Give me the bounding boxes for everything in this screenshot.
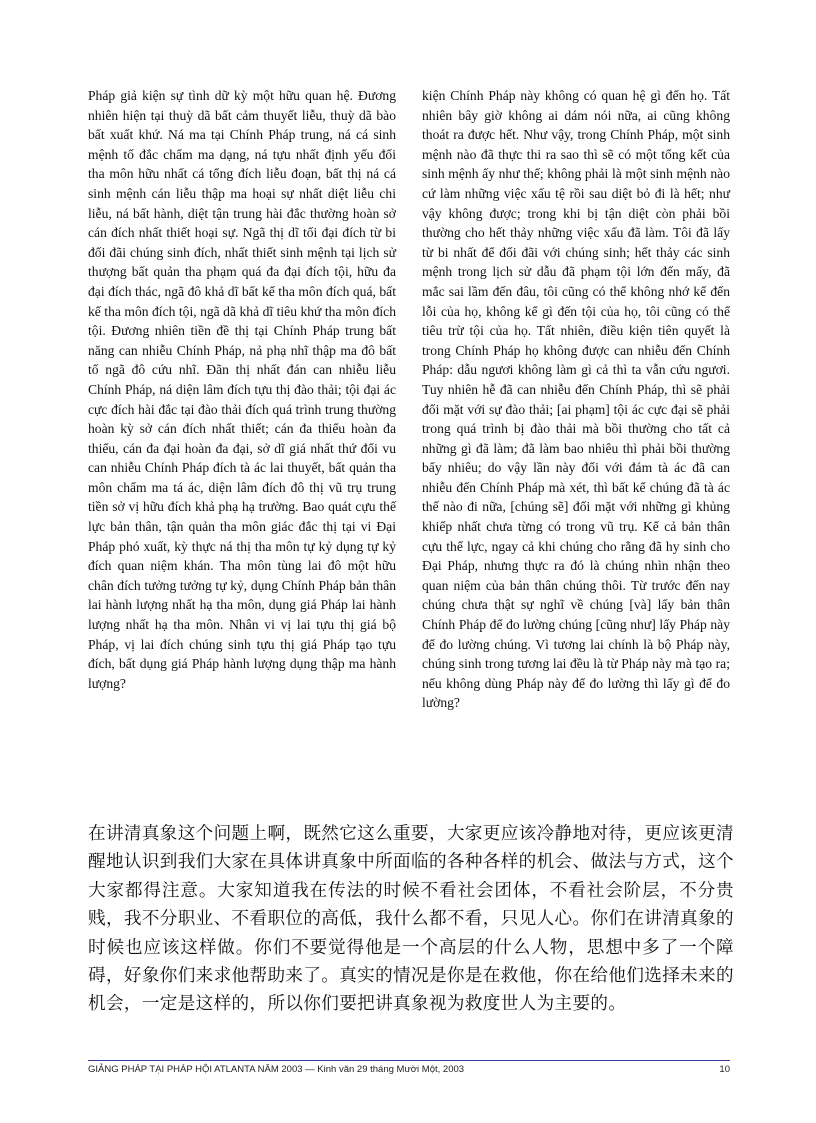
footer-divider	[88, 1060, 730, 1061]
page-footer	[88, 1064, 730, 1075]
page-number: 10	[719, 1064, 730, 1075]
footer-title: GIẢNG PHÁP TẠI PHÁP HỘI ATLANTA NĂM 2003 — Kinh văn 29 tháng Mười Một, 2003	[88, 1064, 465, 1075]
right-column-text: kiện Chính Pháp này không có quan hệ gì đến họ. Tất nhiên bây giờ không ai dám nói nữa, ai cũng không thoát ra được hết. Như vậy, trong Chính Pháp, một sinh mệnh nào đã thực thi ra sao thì sẽ có một tổng kết của sinh mệnh ấy như thế; không phải là một sinh mệnh nào cứ làm những việc xấu tệ rồi sau diệt bỏ đi là hết; như vậy không được; trong khi bị tận diệt còn phải bồi thường cho hết thảy những việc xấu đã làm. Tôi đã lấy từ bi nhất để đối đãi với chúng sinh; hết thảy các sinh mệnh trong lịch sử dẫu đã phạm tội lớn đến mấy, đã mắc sai lầm đến đâu, tôi cũng có thể không nhớ kể đến lỗi của họ, không kể gì đến tội của họ, tôi cũng có thể tiêu trừ tội của họ. Tất nhiên, điều kiện tiên quyết là trong Chính Pháp họ không được can nhiễu đến Chính Pháp: dẫu ngươi không làm gì cả thì ta vẫn cứu ngươi. Tuy nhiên hễ đã can nhiễu đến Chính Pháp, thì sẽ phải đối mặt với sự đào thải; [ai phạm] tội ác cực đại sẽ phải trong quá trình bị đào thải mà bồi thường cho tất cả những gì đã làm; đã làm bao nhiêu thì phải bồi thường bấy nhiêu; do vậy lần này đối với đám tà ác đã can nhiễu đến Chính Pháp mà xét, thì bất kể chúng đã tà ác thế nào đi nữa, [chúng sẽ] đối mặt với những gì khủng khiếp nhất chưa từng có trong vũ trụ. Kể cả bản thân cựu thế lực, ngay cả khi chúng cho rằng đã hy sinh cho Đại Pháp, nhưng thực ra đó là chúng nhìn nhận theo quan niệm của bản thân chúng thôi. Từ trước đến nay chúng chưa thật sự nghĩ về chúng [và] lấy bản thân Chính Pháp để đo lường chúng [cũng như] lấy Pháp này để đo lường chúng. Vì tương lai chính là bộ Pháp này, chúng sinh trong tương lai đều là từ Pháp này mà tạo ra; nếu không dùng Pháp này để đo lường thì lấy gì để đo lường?	[422, 88, 730, 711]
two-column-text	[88, 86, 730, 713]
chinese-paragraph: 在讲清真象这个问题上啊，既然它这么重要，大家更应该冷静地对待，更应该更清醒地认识到我们大家在具体讲真象中所面临的各种各样的机会、做法与方式，这个大家都得注意。大家知道我在传法的时候不看社会团体，不看社会阶层，不分贵贱，我不分职业、不看职位的高低，我什么都不看，只见人心。你们在讲清真象的时候也应该这样做。你们不要觉得他是一个高层的什么人物，思想中多了一个障碍，好象你们来求他帮助来了。真实的情况是你是在救他，你在给他们选择未来的机会，一定是这样的，所以你们要把讲真象视为救度世人为主要的。	[88, 824, 734, 1015]
left-column-text: Pháp giả kiện sự tình dữ kỳ một hữu quan hệ. Đương nhiên hiện tại thuỳ dã bất cảm thuyết liễu, thuỳ dã bào bất xuất khứ. Ná ma tại Chính Pháp trung, ná cá sinh mệnh tố đắc chẩm ma dạng, ná tựu nhất định yếu đối tha môn hữu nhất cá tổng đích liễu đoạn, bất thị ná cá sinh mệnh cán liễu thập ma hoại sự nhất diệt liễu chi liễu, ná bất hành, diệt tận trung hài đắc thường hoàn sở cán đích nhất thiết hoại sự. Ngã thị dĩ tối đại đích từ bi đối đãi chúng sinh đích, nhất thiết sinh mệnh tại lịch sử thượng bất quản tha phạm quá đa đại đích tội, hữu đa đại đích thác, ngã đô khả dĩ bất kế tha môn đích quá, bất kế tha môn đích tội, ngã dã khả dĩ tiêu khứ tha môn đích tội. Đương nhiên tiền đề thị tại Chính Pháp trung bất năng can nhiễu Chính Pháp, nả phạ nhĩ thập ma đô bất tố ngã đô cứu nhĩ. Đãn thị nhất đán can nhiễu liễu Chính Pháp, ná diện lâm đích tựu thị đào thải; tội đại ác cực đích hài đắc tại đào thải đích quá trình trung thường hoàn kỳ sở cán đích nhất thiết; cán đa thiểu hoàn đa thiểu, cán đa đại hoàn đa đại, sở dĩ giá nhất thứ đối vu can nhiễu Chính Pháp đích tà ác lai thuyết, bất quản tha môn chẩm ma tá ác, diện lâm đích đô thị vũ trụ trung tiền sở vị hữu đích khả phạ hạ trường. Bao quát cựu thế lực bản thân, tận quản tha môn giác đắc thị tại vi Đại Pháp phó xuất, kỳ thực ná thị tha môn tự kỷ dụng tự kỷ đích quan niệm khán. Tha môn tùng lai đô một hữu chân đích tưởng tưởng tự kỷ, dụng Chính Pháp bản thân lai hành lượng nhất hạ tha môn, dụng giá Pháp lai hành lượng nhất hạ tha môn. Nhân vi vị lai tựu thị giá bộ Pháp, vị lai đích chúng sinh tựu thị giá Pháp tạo tựu đích, bất dụng giá Pháp hành lượng dụng thập ma hành lượng?	[88, 88, 396, 691]
